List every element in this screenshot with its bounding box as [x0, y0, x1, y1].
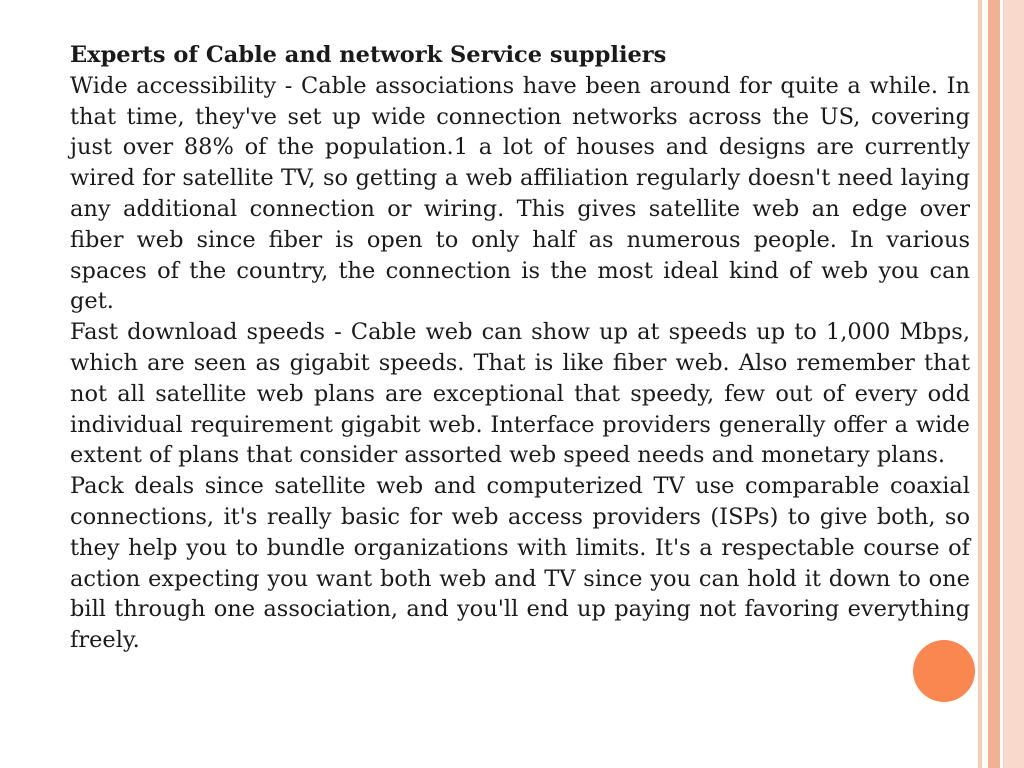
- paragraph-pack-deals: Pack deals since satellite web and computerized TV use comparable coaxial connections, it's really basic for web access providers (ISPs) to give both, so they help you to bundle organizations with limits. It's a respectable course of action expecting you want both web and TV since you can hold it down to one bill through one association, and you'll end up paying not favoring everything freely.: [70, 473, 970, 654]
- slide-content: [70, 40, 970, 656]
- decorative-stripe-3: [988, 0, 1000, 768]
- decorative-circle: [913, 640, 975, 702]
- decorative-stripe-5: [1003, 0, 1024, 768]
- paragraph-wide-accessibility: Wide accessibility - Cable associations have been around for quite a while. In that time, they've set up wide connection networks across the US, covering just over 88% of the population.1 a lot of houses and designs are currently wired for satellite TV, so getting a web affiliation regularly doesn't need laying any additional connection or wiring. This gives satellite web an edge over fiber web since fiber is open to only half as numerous people. In various spaces of the country, the connection is the most ideal kind of web you can get.: [70, 72, 970, 315]
- slide-heading: Experts of Cable and network Service suppliers: [70, 42, 667, 68]
- paragraph-fast-download: Fast download speeds - Cable web can show up at speeds up to 1,000 Mbps, which are seen as gigabit speeds. That is like fiber web. Also remember that not all satellite web plans are exceptional that speedy, few out of every odd individual requirement gigabit web. Interface providers generally offer a wide extent of plans that consider assorted web speed needs and monetary plans.: [70, 319, 970, 469]
